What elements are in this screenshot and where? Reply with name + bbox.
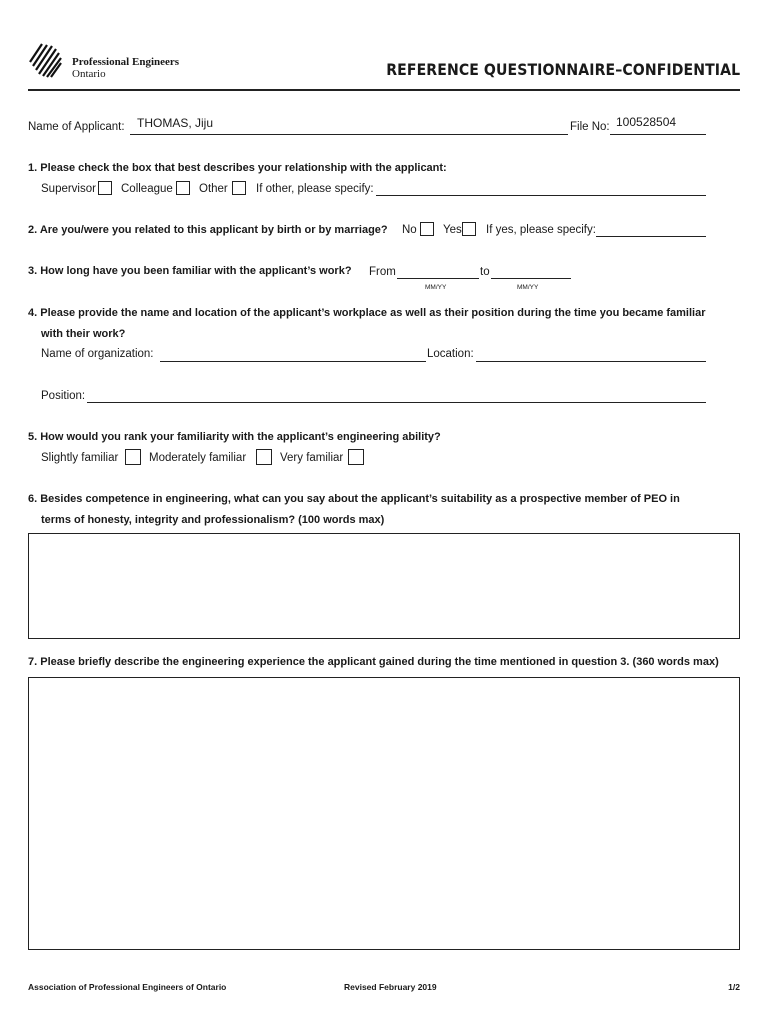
q2-no-label: No (402, 224, 417, 236)
question-6-text-line1: 6. Besides competence in engineering, what can you say about the applicant’s suitability as a prospective member of PEO in (28, 493, 680, 505)
q2-yes-label: Yes (443, 224, 462, 236)
question-7-text: 7. Please briefly describe the engineering experience the applicant gained during the time mentioned in question 3. (360 words max) (28, 656, 719, 668)
q3-from-format-hint: MM/YY (425, 284, 447, 291)
q1-supervisor-label: Supervisor (41, 183, 96, 195)
q4-organization-field[interactable] (160, 361, 426, 362)
q5-moderately-label: Moderately familiar (149, 452, 247, 464)
q1-specify-field[interactable] (376, 195, 706, 196)
q4-location-field[interactable] (476, 361, 706, 362)
document-title: REFERENCE QUESTIONNAIRE–CONFIDENTIAL (386, 60, 740, 79)
applicant-name-line (130, 134, 568, 135)
q4-position-field[interactable] (87, 402, 706, 403)
q3-to-label: to (480, 266, 490, 278)
q3-to-format-hint: MM/YY (517, 284, 539, 291)
file-no-field[interactable]: 100528504 (616, 115, 677, 129)
org-name-line2: Ontario (72, 68, 106, 80)
q4-location-label: Location: (427, 348, 474, 360)
q7-answer-textarea[interactable] (28, 677, 740, 950)
q5-moderately-checkbox[interactable] (256, 449, 272, 465)
question-1-text: 1. Please check the box that best describes your relationship with the applicant: (28, 162, 447, 174)
q1-specify-label: If other, please specify: (256, 183, 374, 195)
question-3-text: 3. How long have you been familiar with the applicant’s work? (28, 265, 352, 277)
question-6-text-line2: terms of honesty, integrity and professionalism? (100 words max) (41, 514, 385, 526)
q2-specify-label: If yes, please specify: (486, 224, 596, 236)
footer-organization: Association of Professional Engineers of Ontario (28, 982, 227, 992)
q3-to-field[interactable] (491, 278, 571, 279)
question-5-text: 5. How would you rank your familiarity with the applicant’s engineering ability? (28, 431, 441, 443)
q1-colleague-label: Colleague (121, 183, 173, 195)
q2-no-checkbox[interactable] (420, 222, 434, 236)
q1-other-checkbox[interactable] (232, 181, 246, 195)
q4-position-label: Position: (41, 390, 86, 402)
q1-supervisor-checkbox[interactable] (98, 181, 112, 195)
footer-revised-date: Revised February 2019 (344, 982, 437, 992)
q3-from-field[interactable] (397, 278, 479, 279)
applicant-name-label: Name of Applicant: (28, 121, 125, 133)
footer-page-number: 1/2 (728, 982, 740, 992)
q1-colleague-checkbox[interactable] (176, 181, 190, 195)
q5-slightly-checkbox[interactable] (125, 449, 141, 465)
q5-very-checkbox[interactable] (348, 449, 364, 465)
question-4-text-line2: with their work? (41, 328, 126, 340)
q3-from-label: From (369, 266, 396, 278)
q5-very-label: Very familiar (280, 452, 344, 464)
file-no-label: File No: (570, 121, 610, 133)
q1-other-label: Other (199, 183, 228, 195)
file-no-line (610, 134, 706, 135)
org-name-line1: Professional Engineers (72, 56, 180, 68)
q5-slightly-label: Slightly familiar (41, 452, 119, 464)
applicant-name-field[interactable]: THOMAS, Jiju (137, 116, 214, 130)
q2-yes-checkbox[interactable] (462, 222, 476, 236)
header-divider (28, 89, 740, 91)
q4-organization-label: Name of organization: (41, 348, 154, 360)
q2-specify-field[interactable] (596, 236, 706, 237)
peo-logo-icon (28, 40, 68, 80)
question-4-text-line1: 4. Please provide the name and location of the applicant’s workplace as well as their position during the time you became familiar (28, 307, 706, 319)
q6-answer-textarea[interactable] (28, 533, 740, 639)
question-2-text: 2. Are you/were you related to this applicant by birth or by marriage? (28, 224, 388, 236)
